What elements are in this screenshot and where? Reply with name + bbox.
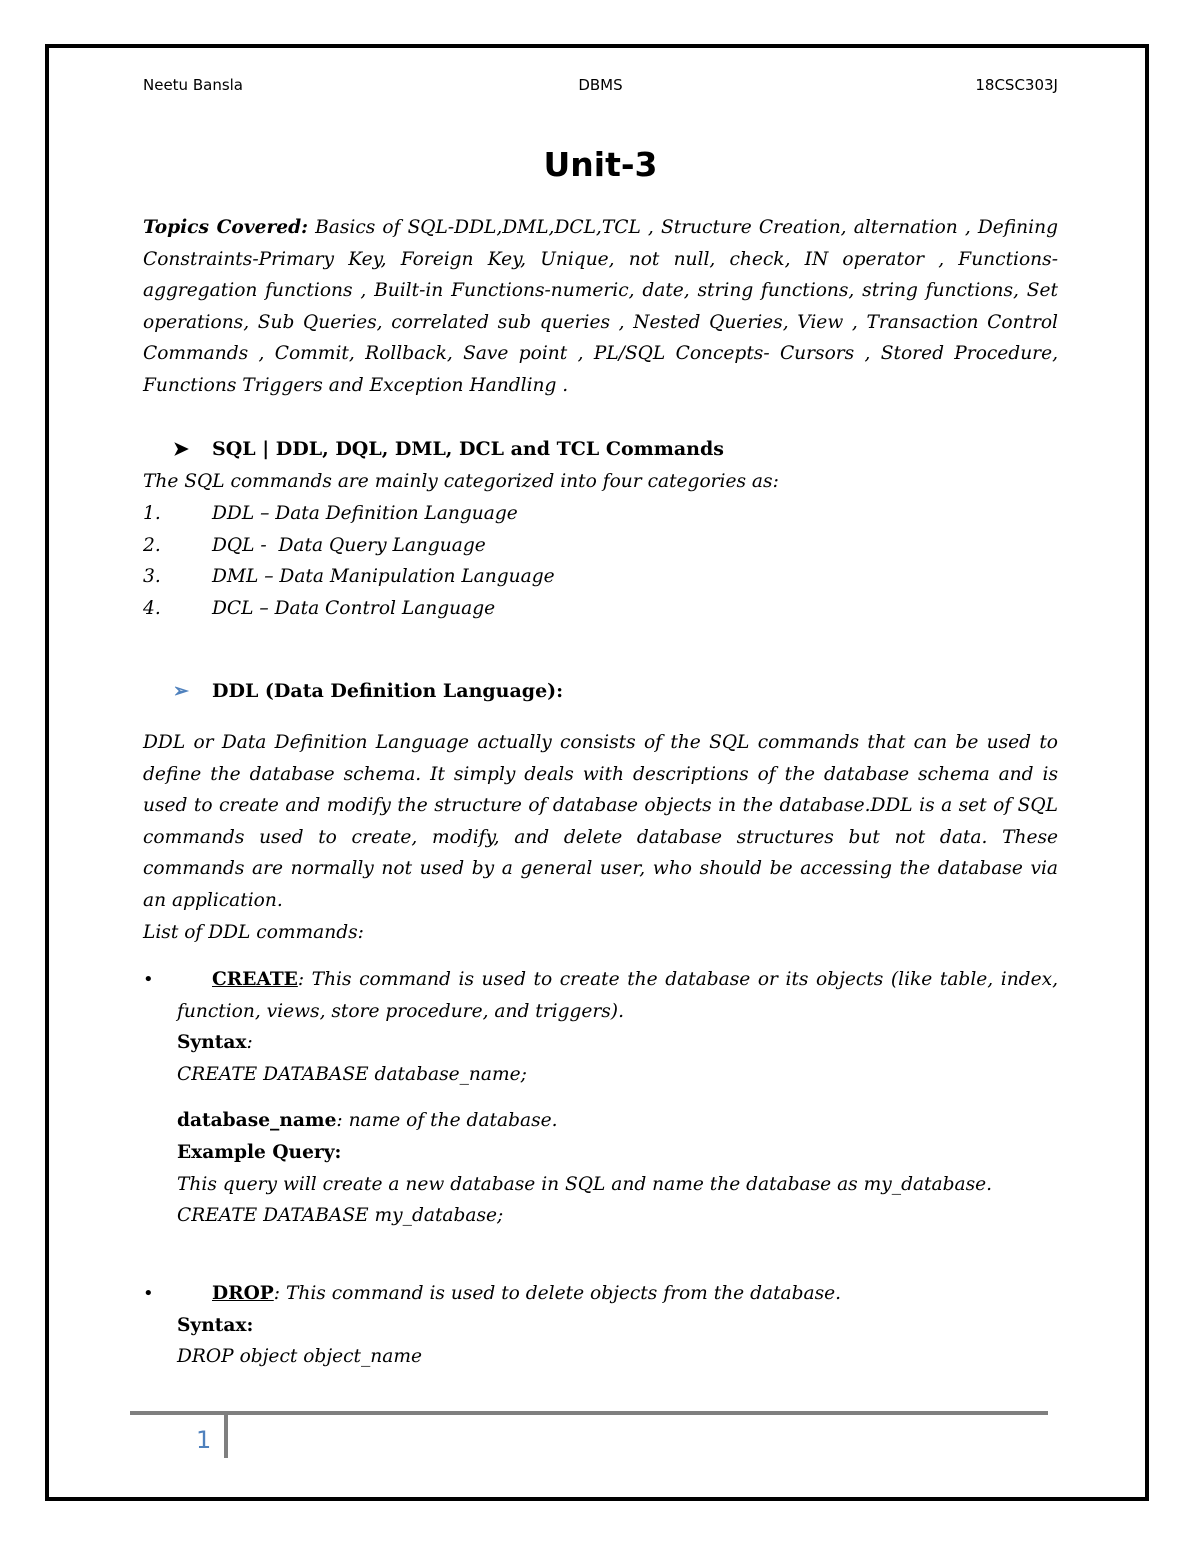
page-number: 1 xyxy=(196,1426,212,1454)
create-command-item xyxy=(143,964,1058,1232)
section-ddl-heading xyxy=(173,675,563,707)
example-query-description: This query will create a new database in SQL and name the database as my_database. xyxy=(177,1173,993,1195)
drop-keyword: DROP xyxy=(212,1283,274,1304)
section-heading-text: DDL (Data Definition Language): xyxy=(212,680,564,702)
drop-description: : This command is used to delete objects from the database. xyxy=(273,1283,842,1304)
list-item xyxy=(143,561,1058,593)
topics-covered xyxy=(143,212,1058,402)
page-title: Unit-3 xyxy=(543,145,658,184)
param-description: : name of the database. xyxy=(336,1110,558,1132)
footer-vertical-divider xyxy=(224,1415,228,1458)
topics-text: Basics of SQL-DDL,DML,DCL,TCL , Structure Creation, alternation , Defining Constraints-Primary Key, Foreign Key, Unique, not null, check, IN operator , Functions-aggregation functions , Built-in Functions-numeric, date, string functions, string functions, Set operations, Sub Queries, correlated sub queries , Nested Queries, View , Transaction Control Commands , Commit, Rollback, Save point , PL/SQL Concepts- Cursors , Stored Procedure, Functions Triggers and Exception Handling . xyxy=(143,217,1058,396)
drop-command-item xyxy=(143,1278,1058,1373)
header-course-code: 18CSC303J xyxy=(975,76,1058,94)
list-item-number: 4. xyxy=(143,597,161,619)
bullet-icon: • xyxy=(143,1283,154,1304)
syntax-colon: : xyxy=(246,1032,253,1054)
list-item xyxy=(143,530,1058,562)
param-name: database_name xyxy=(177,1110,337,1132)
create-syntax-label-row xyxy=(177,1027,1058,1059)
sql-categories-list xyxy=(143,498,1058,624)
list-item-number: 1. xyxy=(143,503,161,524)
syntax-label: Syntax xyxy=(177,1032,247,1054)
create-syntax-code: CREATE DATABASE database_name; xyxy=(177,1063,527,1085)
drop-command-body xyxy=(177,1278,1058,1310)
create-param-row xyxy=(177,1105,1058,1137)
ddl-list-label: List of DDL commands: xyxy=(143,922,364,943)
list-item xyxy=(143,593,1058,625)
header-author: Neetu Bansla xyxy=(143,76,243,94)
bullet-icon: • xyxy=(143,969,154,990)
list-item-number: 2. xyxy=(143,534,161,556)
arrow-icon: ➤ xyxy=(173,438,189,460)
list-item-text: DQL - Data Query Language xyxy=(212,534,486,556)
ddl-description: DDL or Data Definition Language actually consists of the SQL commands that can be used to define the database schema. It simply deals with descriptions of the database schema and is used to create and modify the structure of database objects in the database.DDL is a set of SQL commands used to create, modify, and delete database structures but not data. These commands are normally not used by a general user, who should be accessing the database via an application. xyxy=(143,732,1058,911)
create-command-body xyxy=(177,964,1058,1027)
example-query-code: CREATE DATABASE my_database; xyxy=(177,1205,504,1227)
drop-syntax-code: DROP object object_name xyxy=(177,1346,422,1368)
header-subject: DBMS xyxy=(578,76,623,94)
list-item-text: DDL – Data Definition Language xyxy=(212,503,518,524)
list-item-text: DCL – Data Control Language xyxy=(212,597,496,619)
syntax-label: Syntax: xyxy=(177,1314,254,1336)
list-item-text: DML – Data Manipulation Language xyxy=(212,566,555,588)
topics-label: Topics Covered: xyxy=(143,217,308,238)
list-item-number: 3. xyxy=(143,566,161,588)
section-sql-commands-heading xyxy=(173,433,724,465)
section-heading-text: SQL | DDL, DQL, DML, DCL and TCL Commands xyxy=(212,438,724,460)
list-item xyxy=(143,498,1058,530)
arrow-icon: ➢ xyxy=(173,680,189,702)
footer-divider xyxy=(130,1411,1048,1415)
example-query-label: Example Query: xyxy=(177,1141,342,1163)
create-keyword: CREATE xyxy=(212,969,298,990)
sql-categories-intro: The SQL commands are mainly categorized into four categories as: xyxy=(143,471,779,492)
page-header xyxy=(143,76,1058,98)
create-description: : This command is used to create the database or its objects (like table, index, function, views, store procedure, and triggers). xyxy=(177,969,1058,1022)
